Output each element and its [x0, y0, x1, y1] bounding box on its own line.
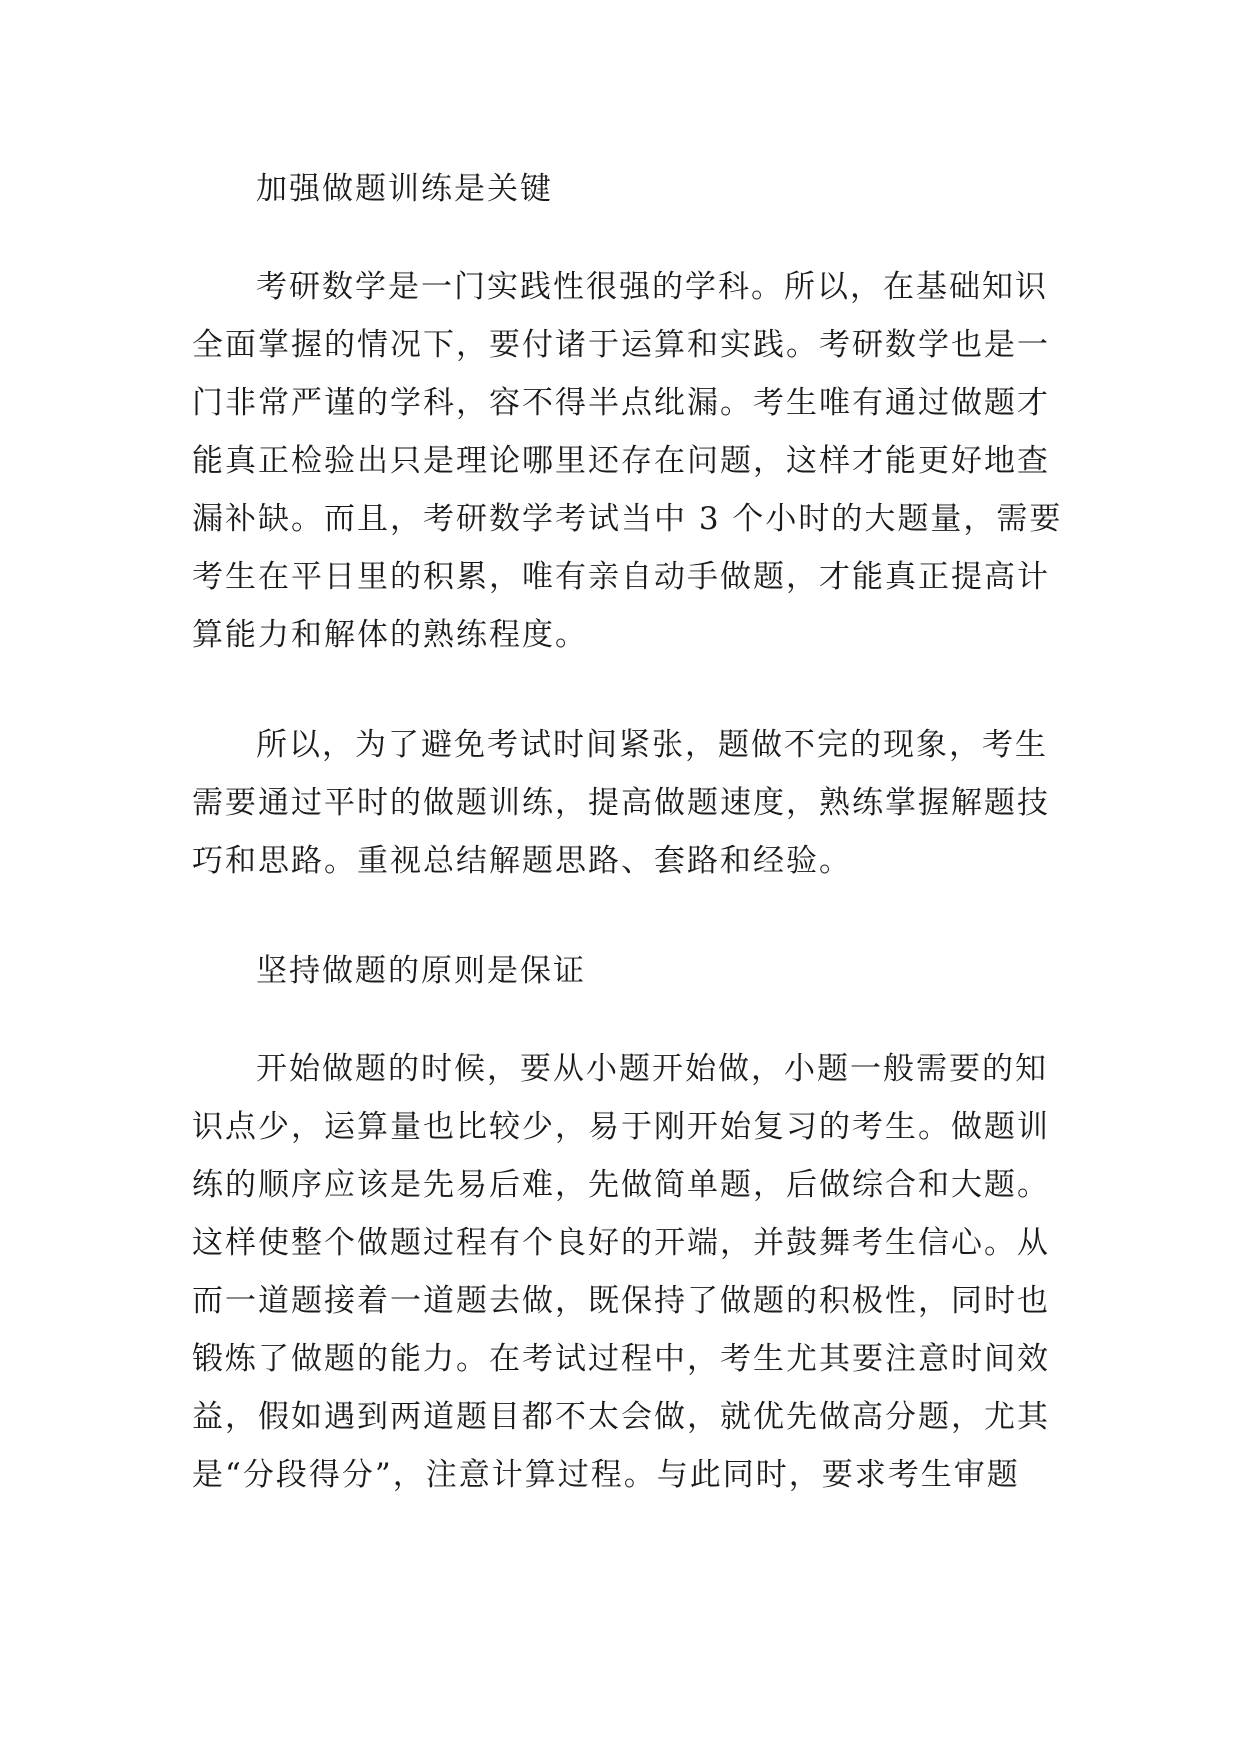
section-heading: 加强做题训练是关键: [256, 171, 553, 207]
paragraph-line: 门非常严谨的学科，容不得半点纰漏。考生唯有通过做题才: [192, 385, 1050, 421]
paragraph-line: 漏补缺。而且，考研数学考试当中 3 个小时的大题量，需要: [192, 501, 1063, 537]
paragraph-line: 巧和思路。重视总结解题思路、套路和经验。: [192, 843, 852, 879]
paragraph-line: 锻炼了做题的能力。在考试过程中，考生尤其要注意时间效: [192, 1341, 1050, 1377]
paragraph-line: 全面掌握的情况下，要付诸于运算和实践。考研数学也是一: [192, 327, 1050, 363]
paragraph: [192, 716, 1052, 890]
paragraph: [192, 258, 1063, 664]
paragraph-line: 益，假如遇到两道题目都不太会做，就优先做高分题，尤其: [192, 1399, 1050, 1435]
paragraph-line: 能真正检验出只是理论哪里还存在问题，这样才能更好地查: [192, 443, 1050, 479]
paragraph-line: 而一道题接着一道题去做，既保持了做题的积极性，同时也: [192, 1283, 1050, 1319]
section-heading: 坚持做题的原则是保证: [256, 953, 586, 989]
paragraph-line: 开始做题的时候，要从小题开始做，小题一般需要的知: [256, 1051, 1048, 1087]
paragraph-line: 练的顺序应该是先易后难，先做简单题，后做综合和大题。: [192, 1167, 1050, 1203]
paragraph: [192, 1040, 1052, 1504]
paragraph-line: 算能力和解体的熟练程度。: [192, 617, 588, 653]
paragraph-line: 需要通过平时的做题训练，提高做题速度，熟练掌握解题技: [192, 785, 1050, 821]
paragraph-line: 是“分段得分”，注意计算过程。与此同时，要求考生审题: [192, 1457, 1020, 1493]
paragraph-line: 识点少，运算量也比较少，易于刚开始复习的考生。做题训: [192, 1109, 1050, 1145]
paragraph-line: 这样使整个做题过程有个良好的开端，并鼓舞考生信心。从: [192, 1225, 1050, 1261]
paragraph-line: 所以，为了避免考试时间紧张，题做不完的现象，考生: [256, 727, 1048, 763]
paragraph-line: 考研数学是一门实践性很强的学科。所以，在基础知识: [256, 269, 1048, 305]
paragraph-line: 考生在平日里的积累，唯有亲自动手做题，才能真正提高计: [192, 559, 1050, 595]
document-content: [192, 160, 1063, 1556]
